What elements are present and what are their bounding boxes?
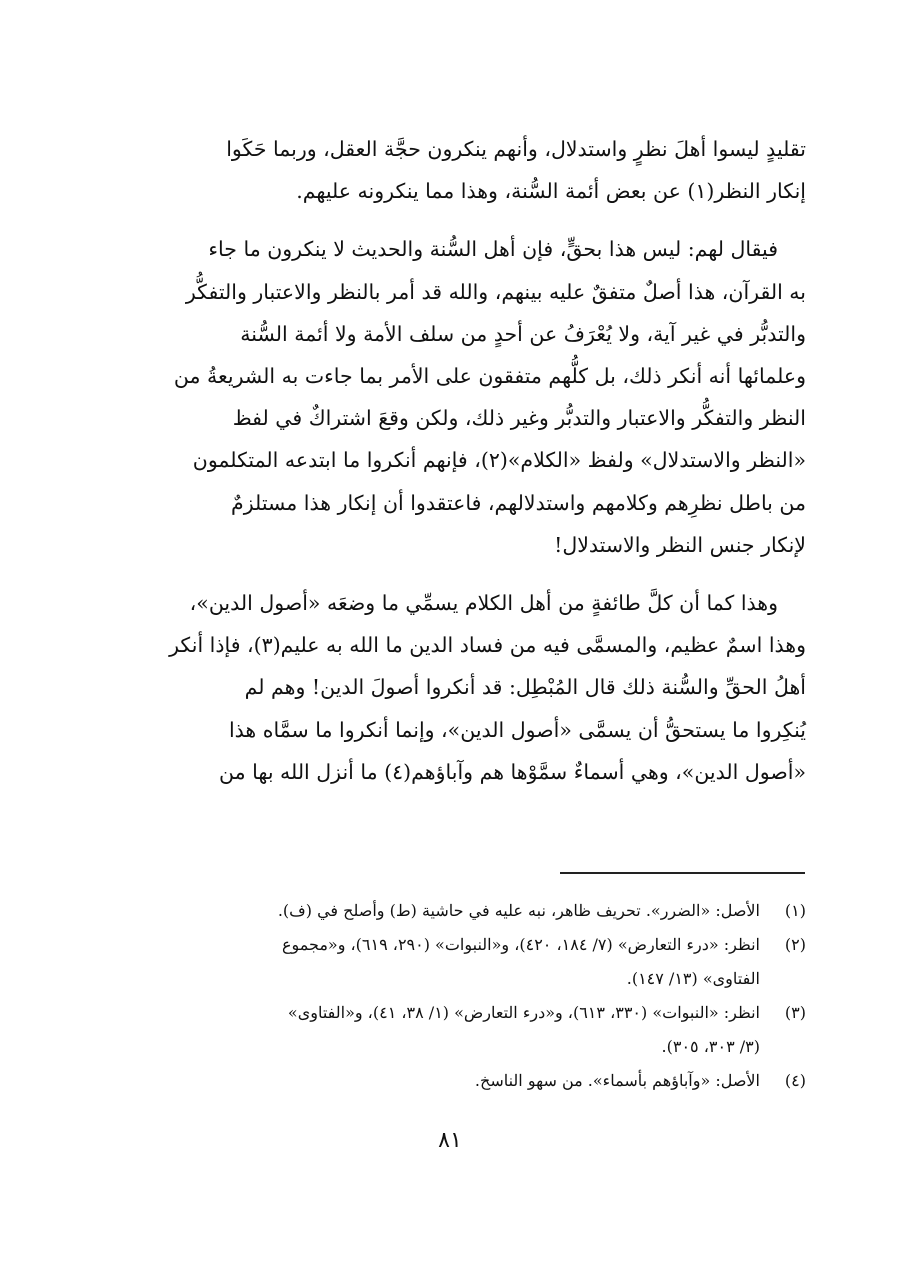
footnote-text: الأصل: «وآباؤهم بأسماء». من سهو الناسخ. <box>474 1071 760 1090</box>
footnote-text: انظر: «درء التعارض» (٧/ ١٨٤، ٤٢٠)، و«النبوات» (٢٩٠، ٦١٩)، و«مجموع <box>281 935 760 954</box>
text-line: به القرآن، هذا أصلٌ متفقٌ عليه بينهم، والله قد أمر بالنظر والاعتبار والتفكُّر <box>185 279 806 304</box>
footnote-text: الفتاوى» (١٣/ ١٤٧). <box>626 969 760 988</box>
paragraph <box>106 228 806 566</box>
text-line: النظر والتفكُّر والاعتبار والتدبُّر وغير ذلك، ولكن وقعَ اشتراكٌ في لفظ <box>232 406 806 431</box>
footnote-text: (٣/ ٣٠٣، ٣٠٥). <box>661 1037 760 1056</box>
footnote-number: (١) <box>784 901 806 920</box>
page-number: ٨١ <box>438 1128 462 1153</box>
footnote <box>106 1064 806 1098</box>
footnote <box>106 894 806 928</box>
paragraph <box>106 582 806 793</box>
footnote <box>106 928 806 996</box>
text-line: وهذا اسمٌ عظيم، والمسمَّى فيه من فساد الدين ما الله به عليم(٣)، فإذا أنكر <box>169 633 806 658</box>
footnotes <box>106 894 806 1098</box>
footnote-text: الأصل: «الضرر». تحريف ظاهر، نبه عليه في حاشية (ط) وأصلح في (ف). <box>277 901 760 920</box>
footnote <box>106 996 806 1064</box>
text-line: تقليدٍ ليسوا أهلَ نظرٍ واستدلال، وأنهم ينكرون حجَّة العقل، وربما حَكَوا <box>226 137 806 161</box>
text-line: وعلمائها أنه أنكر ذلك، بل كلُّهم متفقون على الأمر بما جاءت به الشريعةُ من <box>173 364 806 389</box>
main-text <box>106 128 806 793</box>
footnote-text: انظر: «النبوات» (٣٣٠، ٦١٣)، و«درء التعارض» (١/ ٣٨، ٤١)، و«الفتاوى» <box>287 1003 760 1022</box>
text-line: «أصول الدين»، وهي أسماءٌ سمَّوْها هم وآباؤهم(٤) ما أنزل الله بها من <box>219 759 806 784</box>
footnote-number: (٢) <box>784 935 806 954</box>
footnote-divider <box>560 872 805 874</box>
text-line: والتدبُّر في غير آية، ولا يُعْرَفُ عن أحدٍ من سلف الأمة ولا أئمة السُّنة <box>240 321 806 346</box>
footnote-number: (٤) <box>784 1071 806 1090</box>
text-line: إنكار النظر(١) عن بعض أئمة السُّنة، وهذا مما ينكرونه عليهم. <box>296 179 806 204</box>
text-line: أهلُ الحقِّ والسُّنة ذلك قال المُبْطِل: قد أنكروا أصولَ الدين! وهم لم <box>244 675 806 700</box>
text-line: فيقال لهم: ليس هذا بحقٍّ، فإن أهل السُّنة والحديث لا ينكرون ما جاء <box>208 237 778 262</box>
text-line: يُنكِروا ما يستحقُّ أن يسمَّى «أصول الدين»، وإنما أنكروا ما سمَّاه هذا <box>228 717 806 742</box>
text-line: لإنكار جنس النظر والاستدلال! <box>554 532 806 557</box>
text-line: من باطل نظرِهم وكلامهم واستدلالهم، فاعتقدوا أن إنكار هذا مستلزمٌ <box>231 490 806 515</box>
paragraph <box>106 128 806 212</box>
footnote-number: (٣) <box>784 1003 806 1022</box>
text-line: «النظر والاستدلال» ولفظ «الكلام»(٢)، فإنهم أنكروا ما ابتدعه المتكلمون <box>192 448 806 473</box>
text-line: وهذا كما أن كلَّ طائفةٍ من أهل الكلام يسمِّي ما وضعَه «أصول الدين»، <box>189 591 778 616</box>
